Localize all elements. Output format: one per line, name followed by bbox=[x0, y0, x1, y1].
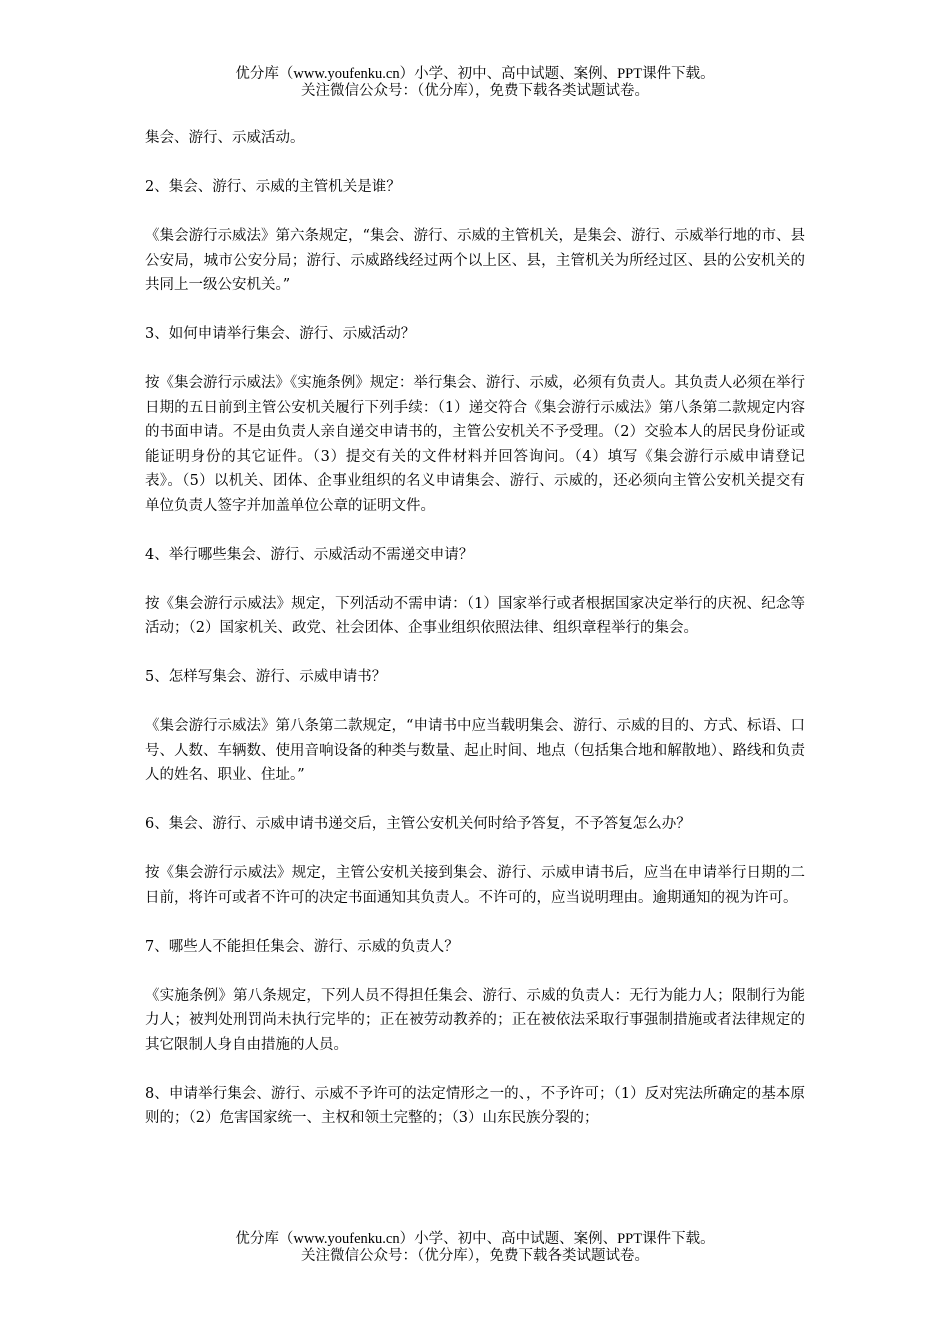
question-4-heading: 4、举行哪些集会、游行、示威活动不需递交申请？ bbox=[145, 546, 474, 563]
question-6-heading: 6、集会、游行、示威申请书递交后，主管公安机关何时给予答复，不予答复怎么办？ bbox=[145, 816, 691, 832]
question-3-heading: 3、如何申请举行集会、游行、示威活动？ bbox=[145, 326, 416, 342]
question-3-answer: 按《集会游行示威法》《实施条例》规定：举行集会、游行、示威，必须有负责人。其负责人必须在举行日期的五日前到主管公安机关履行下列手续：（1）递交符合《集会游行示威法》第八条第二款规定内容的书面申请。不是由负责人亲自递交申请书的，主管公安机关不予受理。（2）交验本人的居民身份证或能证明身份的其它证件。（3）提交有关的文件材料并回答询问。（4）填写《集会游行示威申请登记表》。（5）以机关、团体、企事业组织的名义申请集会、游行、示威的，还必须向主管公安机关提交有单位负责人签字并加盖单位公章的证明文件。 bbox=[145, 375, 805, 514]
page-header bbox=[0, 66, 950, 100]
question-2-heading: 2、集会、游行、示威的主管机关是谁？ bbox=[145, 179, 401, 195]
paragraph-continuation: 集会、游行、示威活动。 bbox=[145, 130, 305, 146]
document-body bbox=[145, 126, 805, 1155]
header-line-2: 关注微信公众号：（优分库），免费下载各类试题试卷。 bbox=[301, 83, 649, 99]
footer-line-1: 优分库（www.youfenku.cn）小学、初中、高中试题、案例、PPT课件下载。 bbox=[235, 1231, 715, 1247]
footer-line-2: 关注微信公众号：（优分库），免费下载各类试题试卷。 bbox=[301, 1248, 649, 1264]
question-5-answer: 《集会游行示威法》第八条第二款规定，“申请书中应当载明集会、游行、示威的目的、方式、标语、口号、人数、车辆数、使用音响设备的种类与数量、起止时间、地点（包括集合地和解散地）、路线和负责人的姓名、职业、住址。” bbox=[145, 718, 805, 783]
question-7-answer: 《实施条例》第八条规定，下列人员不得担任集会、游行、示威的负责人：无行为能力人；限制行为能力人；被判处刑罚尚未执行完毕的；正在被劳动教养的；正在被依法采取行事强制措施或者法律规定的其它限制人身自由措施的人员。 bbox=[145, 987, 805, 1053]
page-footer bbox=[0, 1231, 950, 1265]
question-7-heading: 7、哪些人不能担任集会、游行、示威的负责人？ bbox=[145, 938, 459, 955]
header-line-1: 优分库（www.youfenku.cn）小学、初中、高中试题、案例、PPT课件下载。 bbox=[235, 66, 715, 82]
question-5-heading: 5、怎样写集会、游行、示威申请书？ bbox=[145, 669, 387, 685]
question-2-answer: 《集会游行示威法》第六条规定，“集会、游行、示威的主管机关，是集会、游行、示威举行地的市、县公安局，城市公安分局；游行、示威路线经过两个以上区、县，主管机关为所经过区、县的公安机关的共同上一级公安机关。” bbox=[145, 228, 805, 293]
question-8-paragraph: 8、申请举行集会、游行、示威不予许可的法定情形之一的、，不予许可；（1）反对宪法所确定的基本原则的；（2）危害国家统一、主权和领土完整的；（3）山东民族分裂的； bbox=[145, 1085, 805, 1126]
question-6-answer: 按《集会游行示威法》规定，主管公安机关接到集会、游行、示威申请书后，应当在申请举行日期的二日前，将许可或者不许可的决定书面通知其负责人。不许可的，应当说明理由。逾期通知的视为许可。 bbox=[145, 865, 805, 906]
question-4-answer: 按《集会游行示威法》规定，下列活动不需申请：（1）国家举行或者根据国家决定举行的庆祝、纪念等活动；（2）国家机关、政党、社会团体、企事业组织依照法律、组织章程举行的集会。 bbox=[145, 595, 805, 636]
